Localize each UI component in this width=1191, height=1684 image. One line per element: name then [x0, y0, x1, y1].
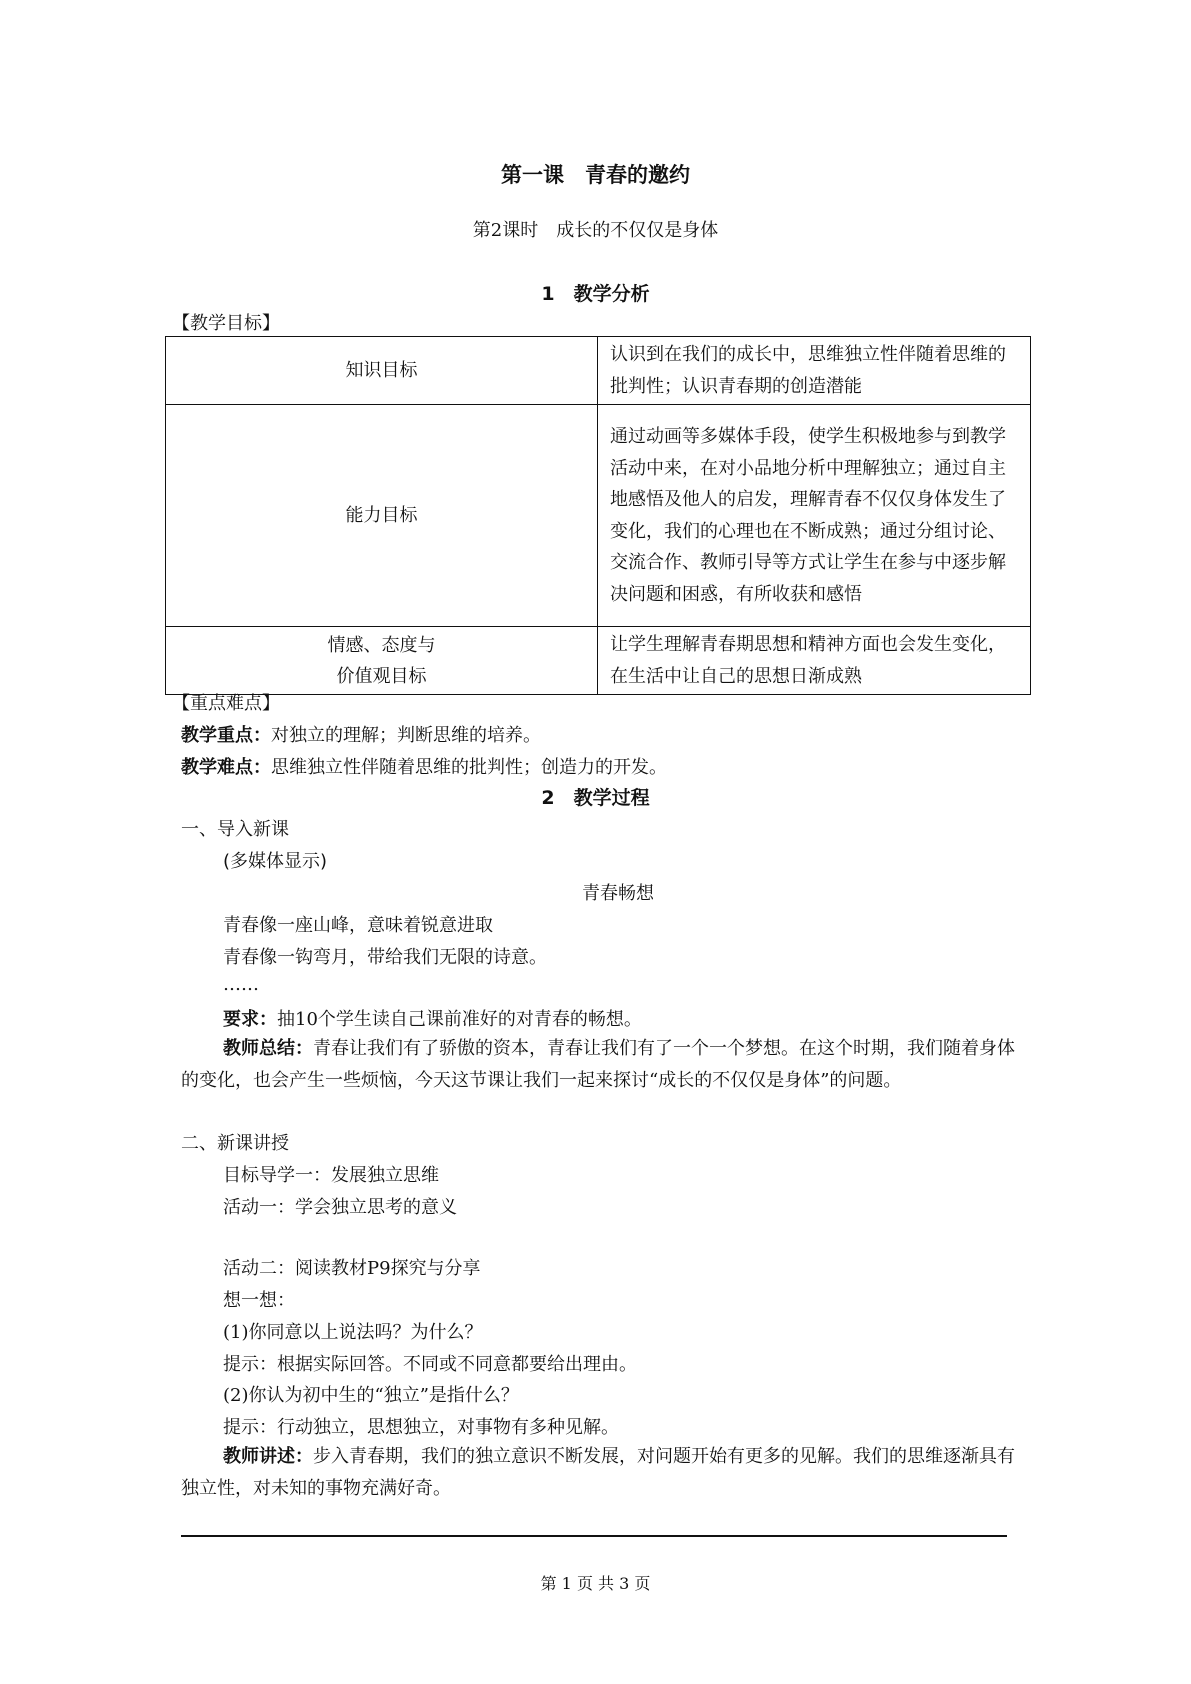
- key-point-label: 教学重点：: [181, 725, 271, 746]
- goals-row-label: 知识目标: [166, 337, 598, 405]
- hint-1-label: 提示：: [223, 1354, 277, 1375]
- page-number: 第 1 页 共 3 页: [540, 1574, 651, 1593]
- goals-row-label: 能力目标: [166, 405, 598, 627]
- poem-title: 青春畅想: [582, 883, 654, 904]
- key-difficulty-label: 【重点难点】: [172, 693, 280, 714]
- teacher-summary: [181, 1033, 1031, 1096]
- goals-label: 【教学目标】: [172, 313, 280, 334]
- hint-2-label: 提示：: [223, 1417, 277, 1438]
- question-1: (1)你同意以上说法吗？为什么？: [223, 1322, 483, 1343]
- footer-divider: [181, 1535, 1007, 1537]
- hint-2-line: [223, 1413, 619, 1439]
- goals-row-content: 认识到在我们的成长中，思维独立性伴随着思维的批判性；认识青春期的创造潜能: [598, 337, 1031, 405]
- part-2-heading: 二、新课讲授: [181, 1133, 289, 1154]
- hint-2-text: 行动独立，思想独立，对事物有多种见解。: [277, 1417, 619, 1438]
- teacher-lecture-text: 步入青春期，我们的独立意识不断发展，对问题开始有更多的见解。我们的思维逐渐具有独立性，对未知的事物充满好奇。: [181, 1446, 1015, 1499]
- teacher-summary-text: 青春让我们有了骄傲的资本，青春让我们有了一个一个梦想。在这个时期，我们随着身体的变化，也会产生一些烦恼，今天这节课让我们一起来探讨“成长的不仅仅是身体”的问题。: [181, 1038, 1015, 1091]
- question-2: (2)你认为初中生的“独立”是指什么？: [223, 1385, 519, 1406]
- activity-2-heading: 活动二：阅读教材P9探究与分享: [223, 1258, 481, 1279]
- difficulty-text: 思维独立性伴随着思维的批判性；创造力的开发。: [271, 757, 667, 778]
- poem-line: 青春像一座山峰，意味着锐意进取: [223, 915, 493, 936]
- multimedia-note: (多媒体显示): [223, 851, 328, 872]
- teacher-summary-label: 教师总结：: [223, 1038, 313, 1059]
- hint-1-line: [223, 1350, 637, 1376]
- goals-row-ability: [166, 405, 1031, 627]
- think-label: 想一想：: [223, 1290, 295, 1311]
- difficulty-label: 教学难点：: [181, 757, 271, 778]
- guide-1-heading: 目标导学一：发展独立思维: [223, 1165, 439, 1186]
- key-point-text: 对独立的理解；判断思维的培养。: [271, 725, 541, 746]
- goals-row-label-line: 价值观目标: [336, 665, 427, 687]
- page-title: 第一课 青春的邀约: [501, 162, 690, 187]
- goals-row-label: [166, 627, 598, 695]
- goals-row-knowledge: [166, 337, 1031, 405]
- key-point-line: [181, 721, 541, 747]
- requirement-label: 要求：: [223, 1009, 277, 1030]
- requirement-line: [223, 1005, 642, 1031]
- hint-1-text: 根据实际回答。不同或不同意都要给出理由。: [277, 1354, 637, 1375]
- part-1-heading: 一、导入新课: [181, 819, 289, 840]
- section-2-heading: 2 教学过程: [541, 787, 650, 809]
- goals-row-content: 通过动画等多媒体手段，使学生积极地参与到教学活动中来，在对小品地分析中理解独立；通过自主地感悟及他人的启发，理解青春不仅仅身体发生了变化，我们的心理也在不断成熟；通过分组讨论、交流合作、教师引导等方式让学生在参与中逐步解决问题和困惑，有所收获和感悟: [598, 405, 1031, 627]
- goals-row-content: 让学生理解青春期思想和精神方面也会发生变化，在生活中让自己的思想日渐成熟: [598, 627, 1031, 695]
- teacher-lecture-label: 教师讲述：: [223, 1446, 313, 1467]
- difficulty-line: [181, 753, 667, 779]
- page-subtitle: 第2课时 成长的不仅仅是身体: [472, 220, 719, 241]
- poem-line: 青春像一钩弯月，带给我们无限的诗意。: [223, 947, 547, 968]
- goals-row-emotion: [166, 627, 1031, 695]
- goals-row-label-line: 情感、态度与: [327, 634, 436, 656]
- activity-1-heading: 活动一：学会独立思考的意义: [223, 1197, 457, 1218]
- teacher-lecture: [181, 1441, 1031, 1504]
- goals-table: [165, 336, 1031, 695]
- section-1-heading: 1 教学分析: [541, 283, 650, 305]
- poem-ellipsis: ……: [223, 974, 259, 995]
- requirement-text: 抽10个学生读自己课前准好的对青春的畅想。: [277, 1009, 642, 1030]
